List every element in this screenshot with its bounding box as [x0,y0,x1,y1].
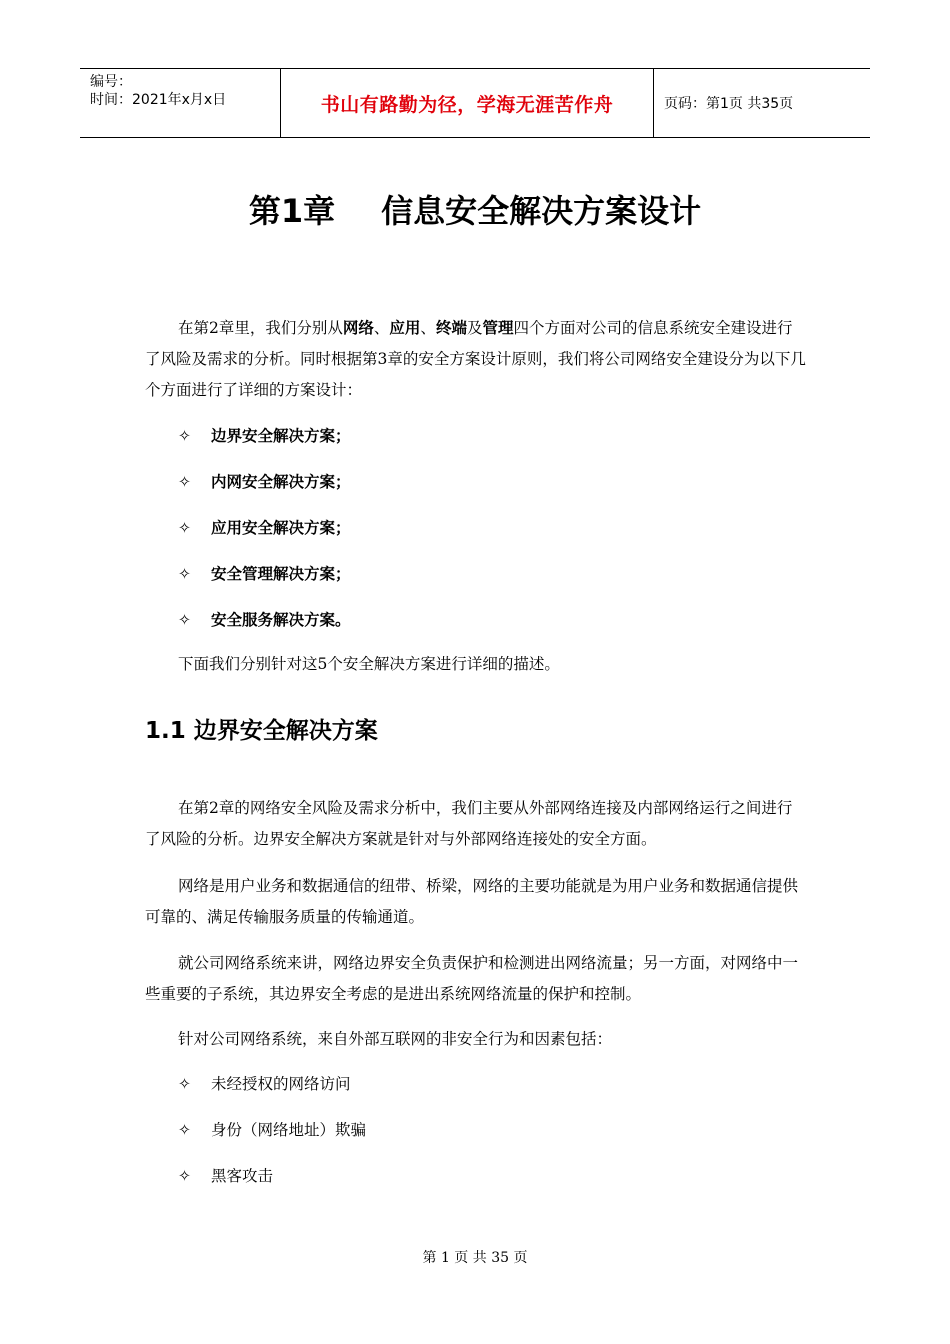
list-item [178,1166,273,1186]
intro-text-start: 在第2章里，我们分别从 [178,319,343,337]
list-item [178,426,351,446]
paragraph-text: 针对公司网络系统，来自外部互联网的非安全行为和因素包括： [178,1030,613,1048]
paragraph-text: 网络是用户业务和数据通信的纽带、桥梁，网络的主要功能就是为用户业务和数据通信提供可靠的、满足传输服务质量的传输通道。 [145,877,799,926]
threat-item-label: 黑客攻击 [211,1167,274,1185]
section-paragraph [145,948,807,1010]
plan-item-label: 应用安全解决方案； [211,518,351,537]
list-item [178,564,351,584]
chapter-number: 第1章 [248,192,336,230]
intro-separator: 、 [420,319,436,337]
plan-item-label: 边界安全解决方案； [211,426,351,445]
header-meta-cell [80,69,281,137]
plan-item-label: 安全管理解决方案； [211,564,351,583]
paragraph-text: 就公司网络系统来讲，网络边界安全负责保护和检测进出网络流量；另一方面，对网络中一些重要的子系统，其边界安全考虑的是进出系统网络流量的保护和控制。 [145,954,799,1003]
section-paragraph [145,1024,807,1055]
section-heading: 1.1 边界安全解决方案 [145,718,378,744]
list-item [178,1120,366,1140]
bullet-icon: ✧ [178,519,191,537]
bullet-icon: ✧ [178,1075,191,1093]
chapter-name: 信息安全解决方案设计 [381,192,702,230]
keyword-management: 管理 [482,318,514,337]
bullet-icon: ✧ [178,565,191,583]
intro-separator: 及 [466,319,483,337]
keyword-terminal: 终端 [435,318,467,337]
bullet-icon: ✧ [178,427,191,445]
header-page-info: 页码：第1页 共35页 [664,96,794,112]
document-header [80,68,870,138]
header-motto: 书山有路勤为径，学海无涯苦作舟 [281,69,654,137]
section-paragraph [145,793,807,855]
keyword-network: 网络 [342,318,374,337]
section-paragraph [145,871,807,933]
bullet-icon: ✧ [178,611,191,629]
document-date: 时间：2021年x月x日 [90,92,227,108]
intro-text-end: 四个方面对公司的信息系统安全建设进行了风险及需求的分析。同时根据第3章的安全方案设计原则，我们将公司网络安全建设分为以下几个方面进行了详细的方案设计： [145,319,806,399]
list-item [178,1074,351,1094]
document-number-label: 编号： [90,74,132,90]
list-item [178,518,351,538]
intro-paragraph [145,312,807,406]
bullet-icon: ✧ [178,1121,191,1139]
page-footer: 第 1 页 共 35 页 [422,1250,528,1266]
summary-paragraph [145,649,807,680]
list-item [178,472,351,492]
chapter-title [0,186,950,232]
paragraph-text: 在第2章的网络安全风险及需求分析中，我们主要从外部网络连接及内部网络运行之间进行了风险的分析。边界安全解决方案就是针对与外部网络连接处的安全方面。 [145,799,793,848]
list-item [178,610,351,630]
plan-item-label: 内网安全解决方案； [211,472,351,491]
plan-item-label: 安全服务解决方案。 [211,610,351,629]
threat-item-label: 身份（网络地址）欺骗 [211,1121,367,1139]
keyword-application: 应用 [389,318,421,337]
threat-item-label: 未经授权的网络访问 [211,1075,351,1093]
bullet-icon: ✧ [178,473,191,491]
summary-text: 下面我们分别针对这5个安全解决方案进行详细的描述。 [178,655,560,673]
bullet-icon: ✧ [178,1167,191,1185]
intro-separator: 、 [373,319,390,337]
